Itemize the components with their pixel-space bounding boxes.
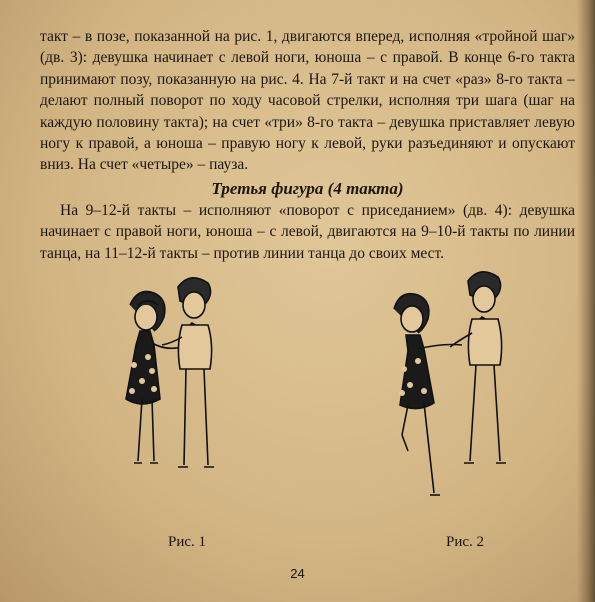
figure-2-illustration [380, 265, 520, 515]
paragraph-1: такт – в позе, показанной на рис. 1, двигаются вперед, исполняя «тройной шаг» (дв. 3): девушка начинает с левой ноги, юноша – с правой. В конце 6-го такта принимают позу, показанную на рис. 4. На 7-й такт и на счет «раз» 8-го такта – делают полный поворот по ходу часовой стрелки, исполняя три шага (шаг на каждую половину такта); на счет «три» 8-го такта – девушка приставляет левую ногу к правой, а юноша – правую ногу к левой, руки разъединяют и опускают вниз. На счет «четыре» – пауза. [40, 28, 575, 174]
figure-1-illustration [108, 265, 238, 515]
section-heading: Третья фигура (4 такта) [211, 178, 404, 198]
figure-2-caption: Рис. 2 [446, 534, 485, 550]
page-number: 24 [290, 566, 305, 581]
dancing-couple-illustration-1 [108, 265, 238, 515]
dancing-couple-illustration-2 [380, 265, 520, 515]
book-spine-shadow [577, 0, 595, 602]
paragraph-2: На 9–12-й такты – исполняют «поворот с приседанием» (дв. 4): девушка начинает с правой ноги, юноша – с левой, двигаются на 9–10-й такты по линии танца, на 11–12-й такты – против линии танца до своих мест. [40, 201, 575, 262]
body-text [40, 26, 575, 264]
figure-1-caption: Рис. 1 [168, 534, 207, 550]
